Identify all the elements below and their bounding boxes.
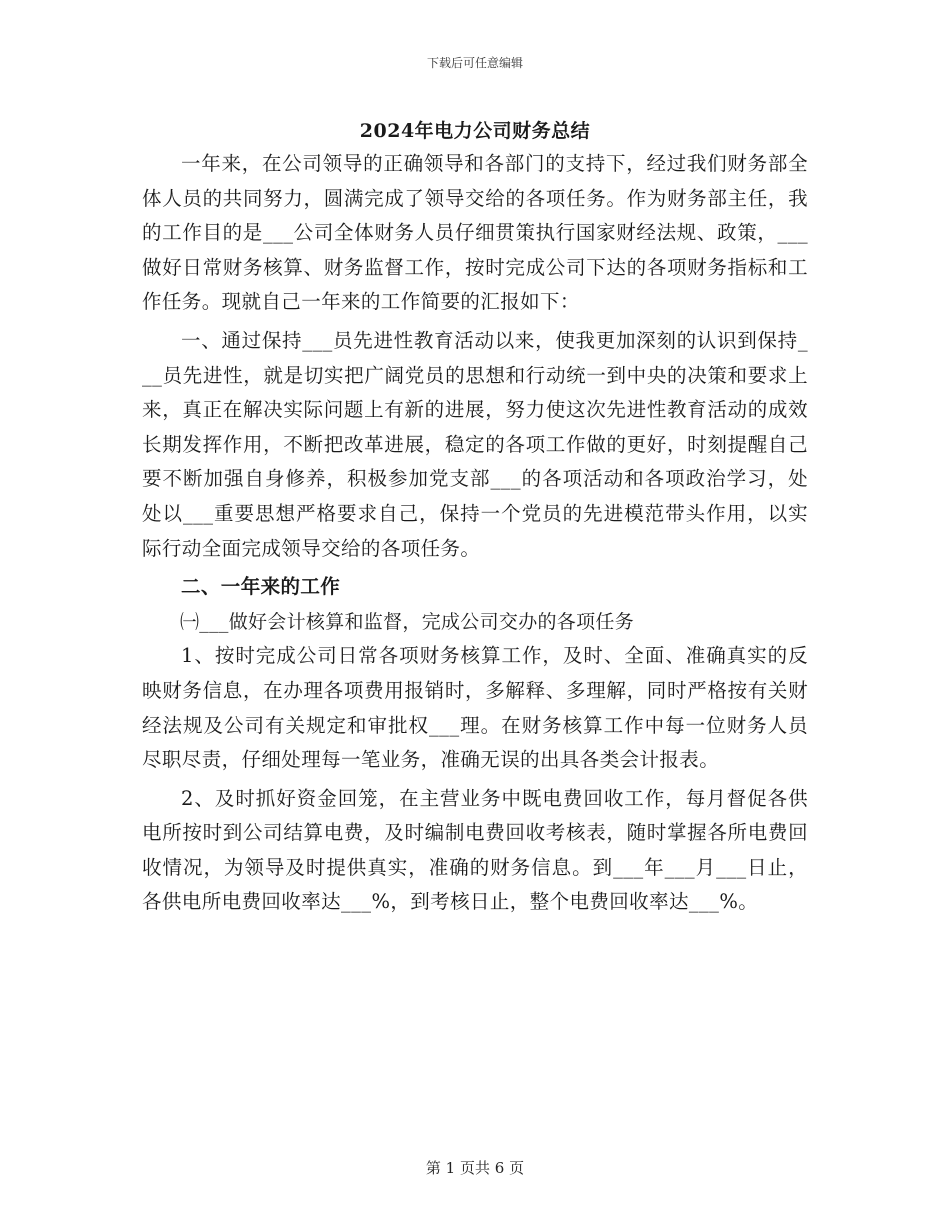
item-two-paragraph: 2、及时抓好资金回笼，在主营业务中既电费回收工作，每月督促各供电所按时到公司结算电费，及时编制电费回收考核表，随时掌握各所电费回收情况，为领导及时提供真实，准确的财务信息。到___年___月___日止，各供电所电费回收率达___%，到考核日止，整个电费回收率达___%。 [142, 786, 808, 914]
item-one-paragraph: 1、按时完成公司日常各项财务核算工作，及时、全面、准确真实的反映财务信息，在办理各项费用报销时，多解释、多理解，同时严格按有关财经法规及公司有关规定和审批权___理。在财务核算工作中每一位财务人员尽职尽责，仔细处理每一笔业务，准确无误的出具各类会计报表。 [142, 644, 808, 772]
intro-paragraph: 一年来，在公司领导的正确领导和各部门的支持下，经过我们财务部全体人员的共同努力，圆满完成了领导交给的各项任务。作为财务部主任，我的工作目的是___公司全体财务人员仔细贯策执行国家财经法规、政策，___做好日常财务核算、财务监督工作，按时完成公司下达的各项财务指标和工作任务。现就自己一年来的工作简要的汇报如下： [142, 152, 808, 314]
page-footer-page-number: 第 1 页共 6 页 [425, 1159, 525, 1177]
subsection-one-heading: ㈠___做好会计核算和监督，完成公司交办的各项任务 [180, 610, 635, 633]
document-body [142, 147, 808, 920]
section-two-heading: 二、一年来的工作 [181, 575, 341, 599]
page-header-note: 下载后可任意编辑 [426, 56, 523, 70]
document-title: 2024年电力公司财务总结 [359, 120, 591, 142]
section-one-paragraph: 一、通过保持___员先进性教育活动以来，使我更加深刻的认识到保持___员先进性，就是切实把广阔党员的思想和行动统一到中央的决策和要求上来，真正在解决实际问题上有新的进展，努力使这次先进性教育活动的成效长期发挥作用，不断把改革进展，稳定的各项工作做的更好，时刻提醒自己要不断加强自身修养，积极参加党支部___的各项活动和各项政治学习，处处以___重要思想严格要求自己，保持一个党员的先进模范带头作用，以实际行动全面完成领导交给的各项任务。 [142, 328, 808, 560]
